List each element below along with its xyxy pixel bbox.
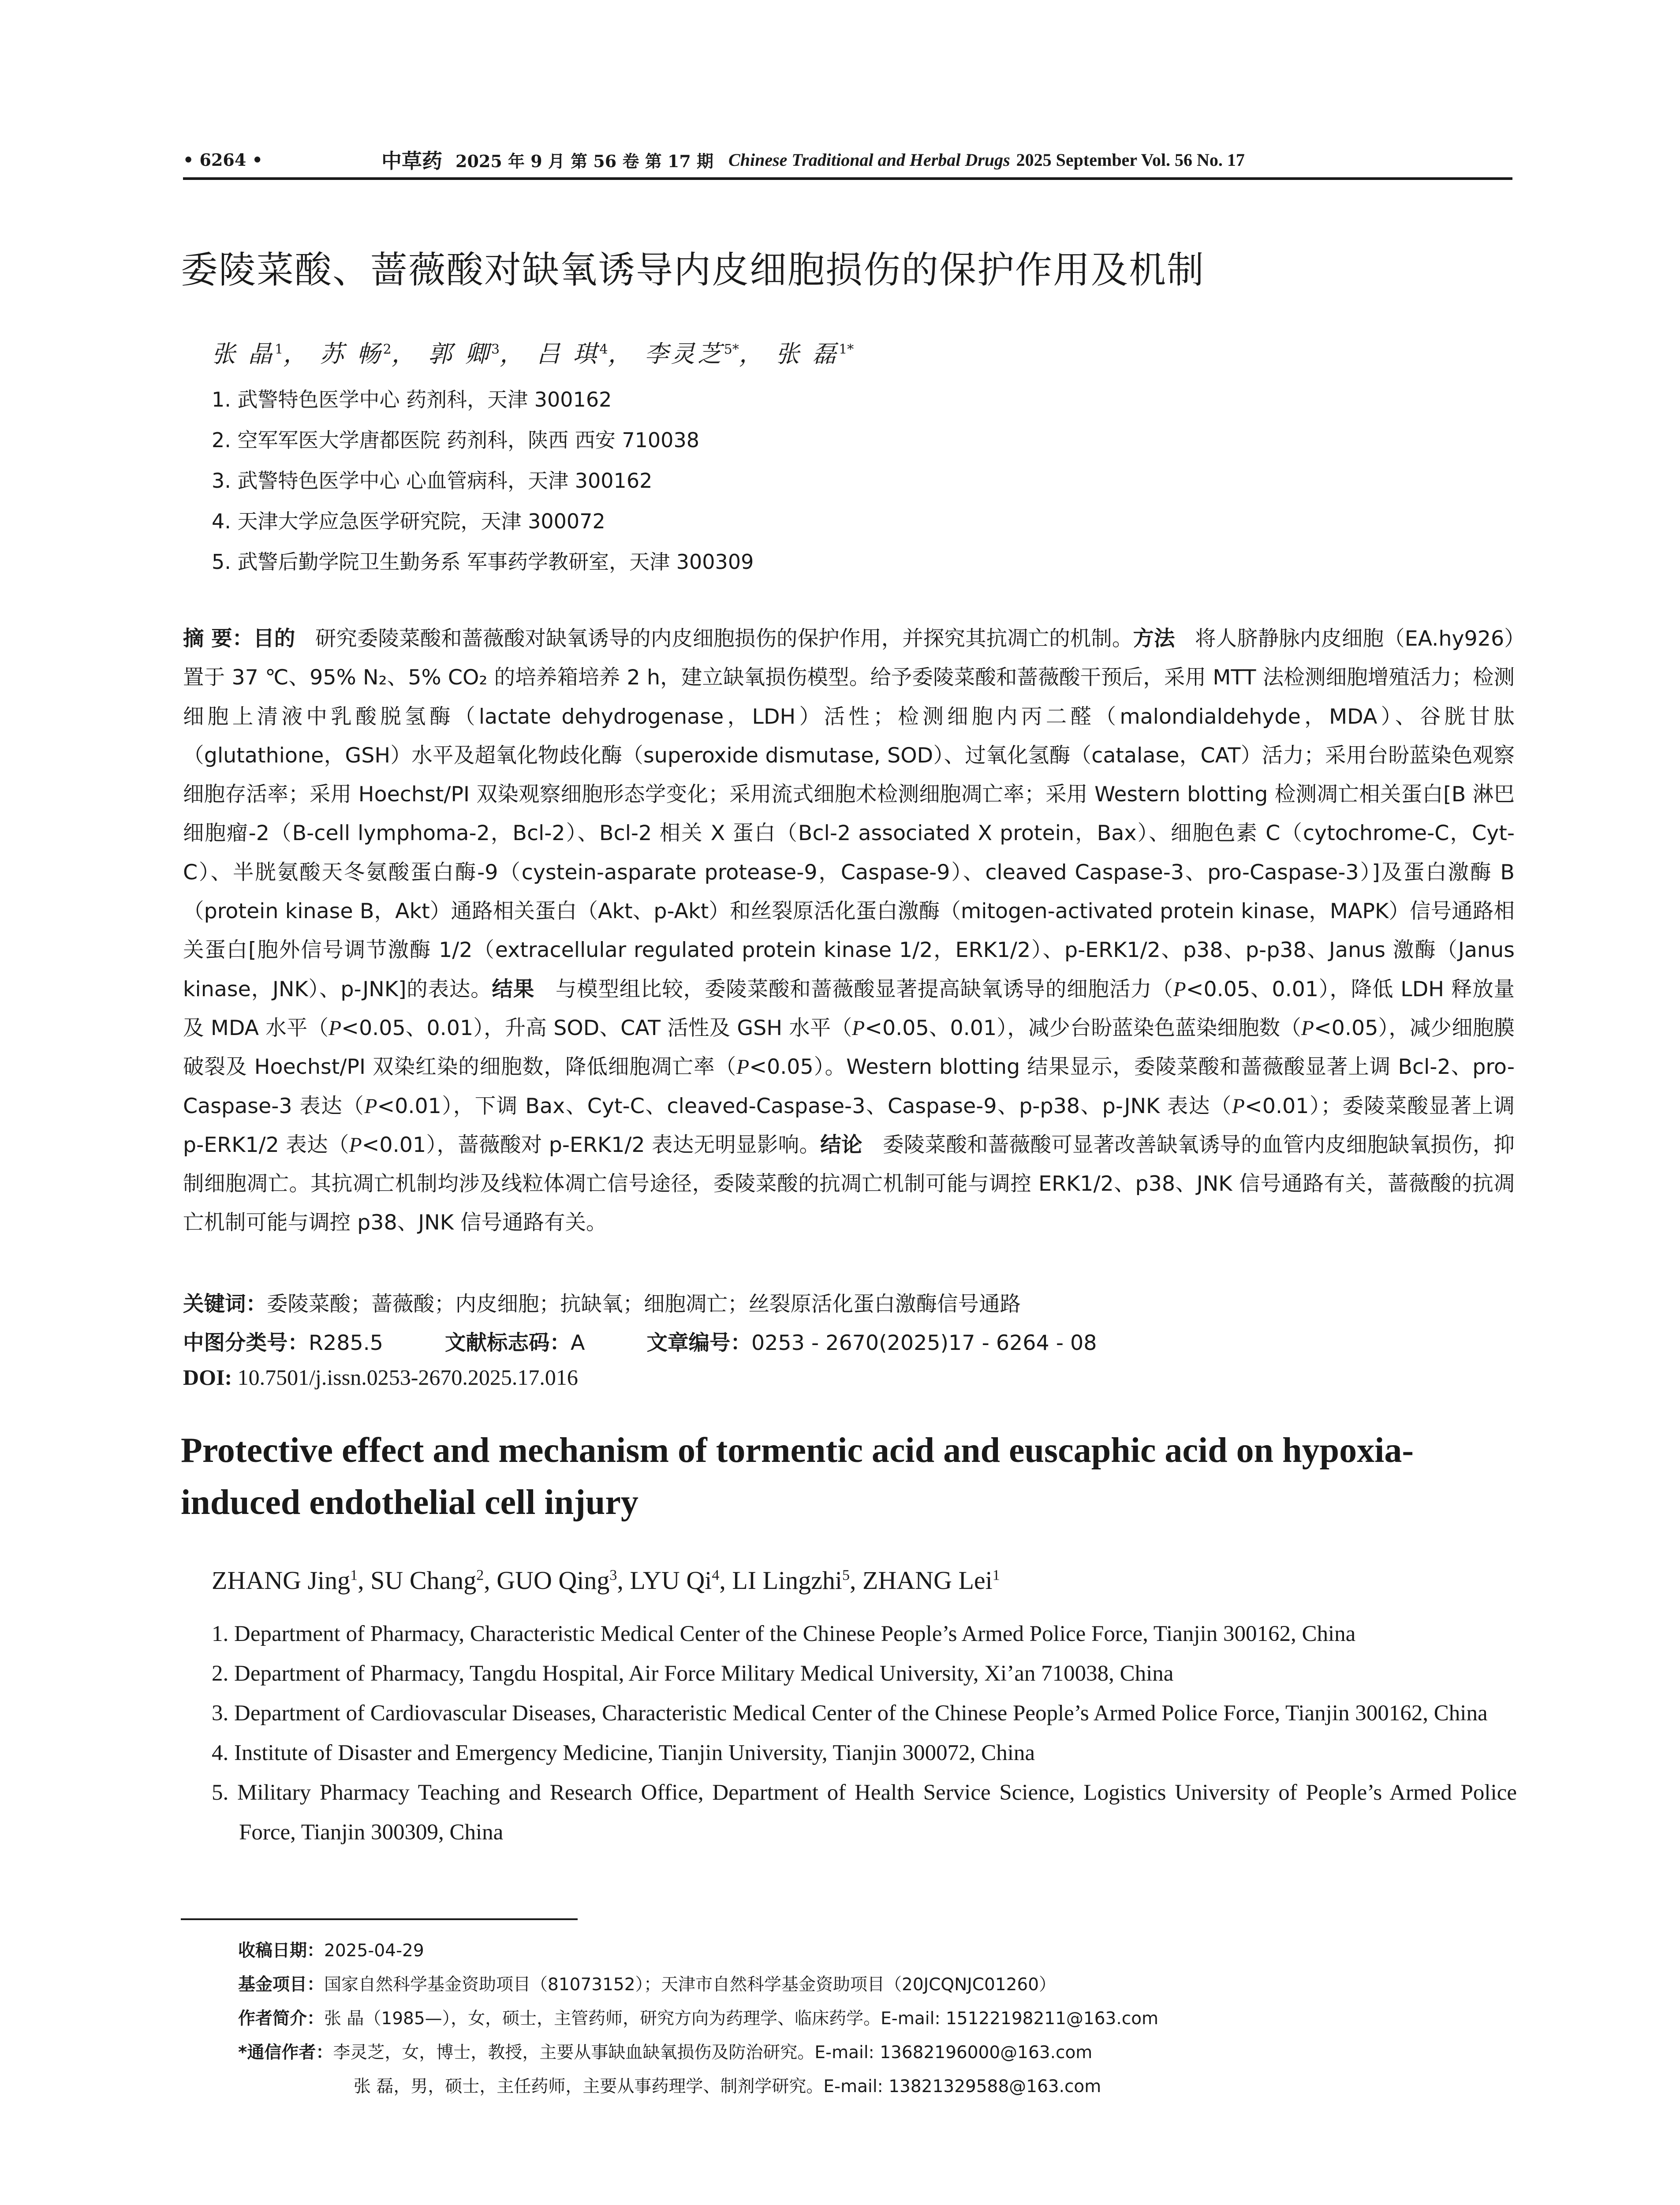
author-en: LI Lingzhi	[732, 1566, 842, 1595]
affiliation-en: 1. Department of Pharmacy, Characteristic Medical Center of the Chinese People’s Armed Police Force, Tianjin 300162, China	[212, 1622, 1356, 1646]
author-en: GUO Qing	[497, 1566, 610, 1595]
author-list-cn	[212, 335, 854, 369]
affiliation-en: 5. Military Pharmacy Teaching and Research Office, Department of Health Service Science, Logistics University of People’s Armed Police Force, Tianjin 300309, China	[212, 1780, 1517, 1845]
author-sup: 2	[476, 1567, 484, 1584]
results-text: <0.01），下调 Bax、Cyt-C、cleaved-Caspase-3、Caspase-9、p-p38、p-JNK 表达（	[377, 1094, 1232, 1118]
author-cn: 郭 卿	[428, 340, 492, 368]
affiliation-en: 3. Department of Cardiovascular Diseases, Characteristic Medical Center of the Chinese People’s Armed Police Force, Tianjin 300162, China	[212, 1701, 1488, 1726]
results-text: <0.05、0.01），升高 SOD、CAT 活性及 GSH 水平（	[341, 1016, 852, 1040]
keywords-value: 委陵菜酸；蔷薇酸；内皮细胞；抗缺氧；细胞凋亡；丝裂原活化蛋白激酶信号通路	[267, 1292, 1021, 1316]
author-cn: 张 晶	[212, 340, 275, 368]
footnote-received	[238, 1934, 1158, 1968]
abstract-label: 摘 要：	[183, 627, 254, 651]
fund-value: 国家自然科学基金资助项目（81073152）；天津市自然科学基金资助项目（20JCQNJC01260）	[324, 1975, 1057, 1995]
author-cn: 吕 琪	[536, 340, 600, 368]
results-text: 与模型组比较，委陵菜酸和蔷薇酸显著提高缺氧诱导的细胞活力（	[555, 977, 1173, 1002]
author-en: ZHANG Lei	[862, 1566, 993, 1595]
author-sup: 3	[609, 1567, 617, 1584]
doi-value: 10.7501/j.issn.0253-2670.2025.17.016	[237, 1365, 578, 1390]
affiliation-cn: 5. 武警后勤学院卫生勤务系 军事药学教研室，天津 300309	[212, 550, 754, 574]
footnote-corresponding-2	[238, 2070, 1158, 2104]
results-text: <0.05、0.01），降低 LDH 释放量及 MDA 水平（	[183, 977, 1515, 1040]
author-cn: 李灵芝	[644, 340, 724, 368]
author-sup: 1	[992, 1567, 1000, 1584]
conclusion-label: 结论	[820, 1132, 862, 1157]
author-en: LYU Qi	[630, 1566, 712, 1595]
author-sup: 4	[712, 1567, 720, 1584]
article-number-value: 0253 - 2670(2025)17 - 6264 - 08	[751, 1331, 1097, 1355]
author-sup: 4	[599, 342, 608, 357]
abstract-cn	[183, 620, 1515, 1243]
footnote-divider	[181, 1918, 578, 1920]
title-en: Protective effect and mechanism of tormentic acid and euscaphic acid on hypoxia-induced endothelial cell injury	[181, 1431, 1414, 1522]
corresponding-label: *通信作者：	[238, 2043, 333, 2063]
issue-cn: 2025 年 9 月 第 56 卷 第 17 期	[455, 151, 714, 171]
author-separator: ，	[391, 340, 418, 368]
corresponding-value-1: 李灵芝，女，博士，教授，主要从事缺血缺氧损伤及防治研究。E-mail: 13682196000@163.com	[333, 2043, 1093, 2063]
author-sup: 1	[350, 1567, 358, 1584]
clc-label: 中图分类号：	[183, 1331, 309, 1355]
objective-text: 研究委陵菜酸和蔷薇酸对缺氧诱导的内皮细胞损伤的保护作用，并探究其抗凋亡的机制。	[315, 627, 1133, 651]
p-symbol: P	[736, 1056, 750, 1079]
p-symbol: P	[364, 1095, 377, 1118]
author-list-en: ZHANG Jing$^1$, SU Chang$^2$, GUO Qing$^3$, LYU Qi$^4$, LI Lingzhi$^5$, ZHANG Lei$^1$	[212, 1566, 1000, 1595]
affiliation-en: 4. Institute of Disaster and Emergency Medicine, Tianjin University, Tianjin 300072, China	[212, 1741, 1035, 1765]
results-text: <0.05、0.01），减少台盼蓝染色蓝染细胞数（	[865, 1016, 1301, 1040]
p-symbol: P	[329, 1017, 342, 1040]
keywords-label: 关键词：	[183, 1292, 267, 1316]
bio-value: 张 晶（1985—），女，硕士，主管药师，研究方向为药理学、临床药学。E-mail: 15122198211@163.com	[324, 2009, 1159, 2029]
footnote-corresponding	[238, 2036, 1158, 2070]
bio-label: 作者简介：	[238, 2009, 325, 2029]
keywords-line	[183, 1287, 1021, 1317]
author-sup: 3	[491, 342, 500, 357]
affiliation-en: 2. Department of Pharmacy, Tangdu Hospital, Air Force Military Medical University, Xi’an 710038, China	[212, 1661, 1174, 1686]
p-symbol: P	[349, 1133, 362, 1157]
issue-en: 2025 September Vol. 56 No. 17	[1016, 149, 1245, 170]
author-cn: 张 磊	[776, 340, 839, 368]
received-value: 2025-04-29	[324, 1941, 424, 1961]
author-sup: 1	[275, 342, 284, 357]
author-sup: 5*	[724, 342, 739, 357]
affiliation-cn: 1. 武警特色医学中心 药剂科，天津 300162	[212, 388, 612, 411]
author-en: SU Chang	[370, 1566, 477, 1595]
results-text: <0.01）；委陵菜酸显著上调 p-ERK1/2 表达（	[183, 1094, 1515, 1157]
received-label: 收稿日期：	[238, 1941, 325, 1961]
corresponding-value-2: 张 磊，男，硕士，主任药师，主要从事药理学、制剂学研究。E-mail: 13821329588@163.com	[354, 2077, 1101, 2097]
results-text: <0.05），减少细胞膜破裂及 Hoechst/PI 双染红染的细胞数，降低细胞凋亡率（	[183, 1016, 1515, 1080]
title-cn: 委陵菜酸、蔷薇酸对缺氧诱导内皮细胞损伤的保护作用及机制	[181, 248, 1205, 292]
clc-value: R285.5	[309, 1331, 383, 1355]
conclusion-text: 委陵菜酸和蔷薇酸可显著改善缺氧诱导的血管内皮细胞缺氧损伤，抑制细胞凋亡。其抗凋亡机制均涉及线粒体凋亡信号途径，委陵菜酸的抗凋亡机制可能与调控 ERK1/2、p38、JNK 信号通路有关，蔷薇酸的抗凋亡机制可能与调控 p38、JNK 信号通路有关。	[183, 1132, 1515, 1235]
journal-name-en: Chinese Traditional and Herbal Drugs	[728, 149, 1010, 170]
results-text: <0.05）。Western blotting 结果显示，委陵菜酸和蔷薇酸显著上调 Bcl-2、pro-Caspase-3 表达（	[183, 1055, 1515, 1118]
author-cn: 苏 畅	[320, 340, 383, 368]
footnote-bio	[238, 2002, 1158, 2036]
doi-line	[183, 1364, 578, 1390]
p-symbol: P	[1173, 978, 1186, 1001]
affiliation-list-en	[212, 1614, 1517, 1852]
page-number: • 6264 •	[183, 149, 263, 170]
p-symbol: P	[852, 1017, 865, 1040]
affiliation-cn: 2. 空军军医大学唐都医院 药剂科，陕西 西安 710038	[212, 428, 699, 452]
article-number-label: 文章编号：	[646, 1331, 751, 1355]
footnote-fund	[238, 1968, 1158, 2002]
author-en: ZHANG Jing	[212, 1566, 351, 1595]
affiliation-list-cn	[212, 379, 754, 582]
objective-label: 目的	[253, 627, 295, 651]
doi-label: DOI:	[183, 1365, 232, 1390]
author-separator: ，	[739, 340, 765, 368]
author-separator: ，	[500, 340, 526, 368]
author-separator: ，	[608, 340, 635, 368]
author-sup: 1*	[839, 342, 854, 357]
classification-line	[183, 1326, 1097, 1356]
author-sup: 2	[383, 342, 392, 357]
running-header	[183, 142, 1512, 180]
doc-code-value: A	[571, 1331, 585, 1355]
results-text: <0.01），蔷薇酸对 p-ERK1/2 表达无明显影响。	[362, 1132, 821, 1157]
author-sup: 5	[842, 1567, 850, 1584]
fund-label: 基金项目：	[238, 1975, 325, 1995]
footnotes	[238, 1934, 1158, 2104]
methods-label: 方法	[1133, 627, 1175, 651]
author-separator: ，	[283, 340, 310, 368]
p-symbol: P	[1232, 1095, 1245, 1118]
affiliation-cn: 3. 武警特色医学中心 心血管病科，天津 300162	[212, 469, 653, 493]
doc-code-label: 文献标志码：	[445, 1331, 571, 1355]
methods-text: 将人脐静脉内皮细胞（EA.hy926）置于 37 ℃、95% N₂、5% CO₂ 的培养箱培养 2 h，建立缺氧损伤模型。给予委陵菜酸和蔷薇酸干预后，采用 MTT 法检测细胞增殖活力；检测细胞上清液中乳酸脱氢酶（lactate dehydrogenase，LDH）活性；检测细胞内丙二醛（malondialdehyde，MDA）、谷胱甘肽（glutathione，GSH）水平及超氧化物歧化酶（superoxide dismutase, SOD）、过氧化氢酶（catalase，CAT）活力；采用台盼蓝染色观察细胞存活率；采用 Hoechst/PI 双染观察细胞形态学变化；采用流式细胞术检测细胞凋亡率；采用 Western blotting 检测凋亡相关蛋白[B 淋巴细胞瘤-2（B-cell lymphoma-2，Bcl-2）、Bcl-2 相关 X 蛋白（Bcl-2 associated X protein，Bax）、细胞色素 C（cytochrome-C，Cyt-C）、半胱氨酸天冬氨酸蛋白酶-9（cystein-asparate protease-9，Caspase-9）、cleaved Caspase-3、pro-Caspase-3）]及蛋白激酶 B（protein kinase B，Akt）通路相关蛋白（Akt、p-Akt）和丝裂原活化蛋白激酶（mitogen-activated protein kinase，MAPK）信号通路相关蛋白[胞外信号调节激酶 1/2（extracellular regulated protein kinase 1/2，ERK1/2）、p-ERK1/2、p38、p-p38、Janus 激酶（Janus kinase，JNK）、p-JNK]的表达。	[183, 627, 1515, 1002]
journal-name-cn: 中草药	[381, 149, 442, 173]
results-label: 结果	[492, 977, 535, 1002]
affiliation-cn: 4. 天津大学应急医学研究院，天津 300072	[212, 509, 605, 533]
p-symbol: P	[1301, 1017, 1314, 1040]
